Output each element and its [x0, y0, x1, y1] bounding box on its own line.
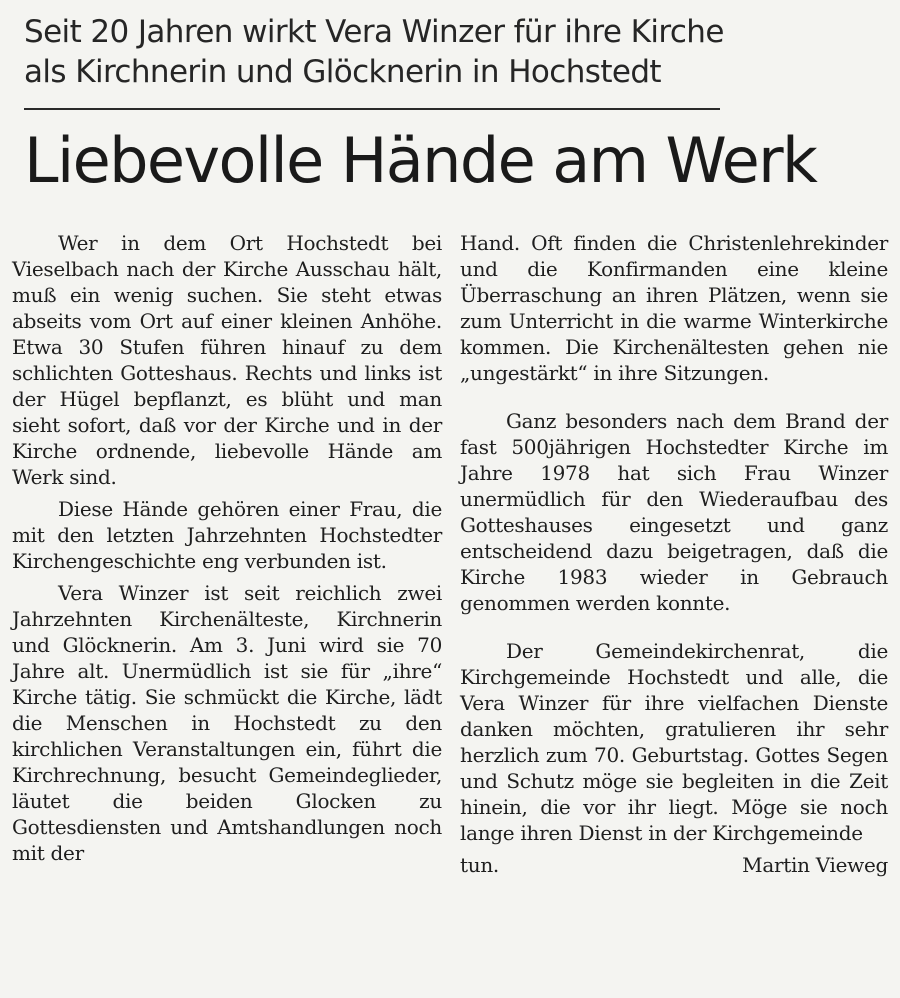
- right-column: [460, 230, 888, 878]
- paragraph-church-location: Wer in dem Ort Hochstedt bei Vieselbach nach der Kirche Ausschau hält, muß ein wenig suchen. Sie steht etwas abseits vom Ort auf einer kleinen Anhöhe. Etwa 30 Stufen führen hinauf zu dem schlichten Gotteshaus. Rechts und links ist der Hügel bepflanzt, es blüht und man sieht sofort, daß vor der Kirche und in der Kirche ordnende, liebevolle Hände am Werk sind.: [12, 231, 442, 489]
- paragraph-hands: Diese Hände gehören einer Frau, die mit den letzten Jahrzehnten Hochstedter Kirchengeschichte eng verbunden ist.: [12, 497, 442, 573]
- closing-word: tun.: [460, 853, 499, 877]
- article-kicker: [24, 12, 884, 92]
- left-column: [12, 230, 442, 872]
- paragraph-reconstruction: Ganz besonders nach dem Brand der fast 500jährigen Hochstedter Kirche im Jahre 1978 hat sich Frau Winzer unermüdlich für den Wiederaufbau des Gotteshauses eingesetzt und ganz entscheidend dazu beigetragen, daß die Kirche 1983 wieder in Gebrauch genommen werden konnte.: [460, 409, 888, 615]
- article-headline: Liebevolle Hände am Werk: [24, 124, 817, 197]
- kicker-divider: [24, 108, 720, 110]
- kicker-line-1: Seit 20 Jahren wirkt Vera Winzer für ihre Kirche: [24, 14, 724, 50]
- signoff-line: [460, 852, 888, 878]
- paragraph-vera-winzer: Vera Winzer ist seit reichlich zwei Jahrzehnten Kirchenälteste, Kirchnerin und Glöcknerin. Am 3. Juni wird sie 70 Jahre alt. Unermüdlich ist sie für „ihre“ Kirche tätig. Sie schmückt die Kirche, lädt die Menschen in Hochstedt zu den kirchlichen Veranstaltungen ein, führt die Kirchrechnung, besucht Gemeindeglieder, läutet die beiden Glocken zu Gottesdiensten und Amtshandlungen noch mit der: [12, 581, 442, 865]
- paragraph-congratulations: Der Gemeindekirchenrat, die Kirchgemeinde Hochstedt und alle, die Vera Winzer für ihre vielfachen Dienste danken möchten, gratulieren ihr sehr herzlich zum 70. Geburtstag. Gottes Segen und Schutz möge sie begleiten in die Zeit hinein, die vor ihr liegt. Möge sie noch lange ihren Dienst in der Kirchgemeinde: [460, 639, 888, 845]
- kicker-line-2: als Kirchnerin und Glöcknerin in Hochstedt: [24, 54, 661, 90]
- author-name: Martin Vieweg: [742, 853, 888, 877]
- paragraph-continuation: Hand. Oft finden die Christenlehrekinder und die Konfirmanden eine kleine Überraschung an ihren Plätzen, wenn sie zum Unterricht in die warme Winterkirche kommen. Die Kirchenältesten gehen nie „ungestärkt“ in ihre Sitzungen.: [460, 231, 888, 385]
